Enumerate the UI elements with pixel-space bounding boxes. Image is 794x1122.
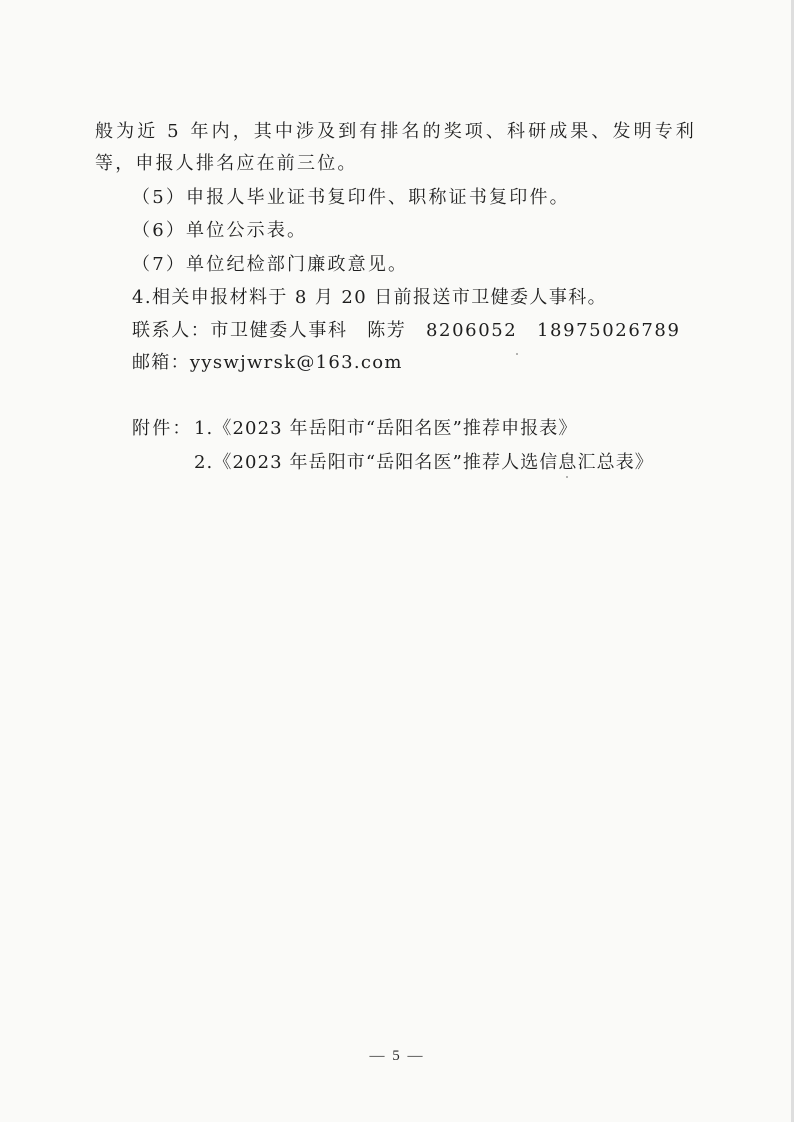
attachment-item-1: 1.《2023 年岳阳市“岳阳名医”推荐申报表》 xyxy=(194,418,578,439)
page-number: — 5 — xyxy=(369,1048,425,1064)
scan-speck xyxy=(516,353,518,355)
body-line-2: 等，申报人排名应在前三位。 xyxy=(95,153,358,174)
scan-speck xyxy=(566,476,568,478)
contact-info: 联系人：市卫健委人事科 陈芳 8206052 18975026789 xyxy=(132,320,681,341)
attachments-label: 附件： xyxy=(132,418,193,439)
body-line-1: 般为近 5 年内，其中涉及到有排名的奖项、科研成果、发明专利 xyxy=(95,121,697,142)
attachment-item-2: 2.《2023 年岳阳市“岳阳名医”推荐人选信息汇总表》 xyxy=(194,452,654,473)
list-item-7: （7）单位纪检部门廉政意见。 xyxy=(132,254,409,275)
submission-deadline: 4.相关申报材料于 8 月 20 日前报送市卫健委人事科。 xyxy=(132,287,608,308)
list-item-6: （6）单位公示表。 xyxy=(132,220,308,241)
list-item-5: （5）申报人毕业证书复印件、职称证书复印件。 xyxy=(132,187,570,208)
email-line: 邮箱：yyswjwrsk@163.com xyxy=(132,352,403,373)
